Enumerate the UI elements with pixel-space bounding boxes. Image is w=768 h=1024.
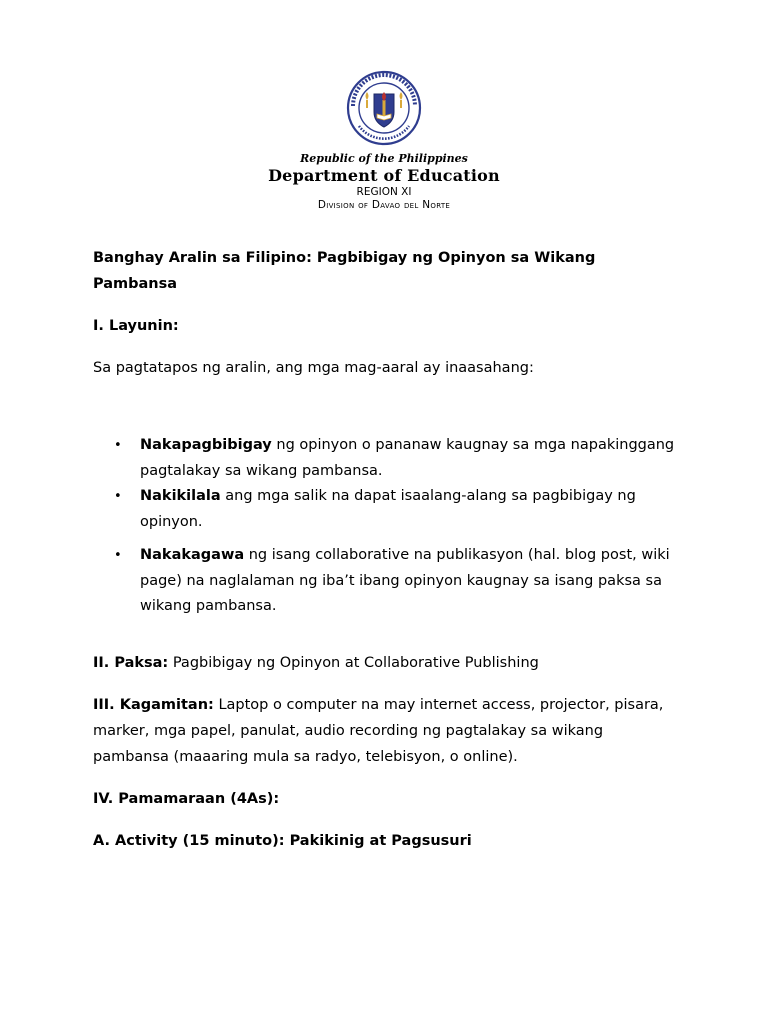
department-name: Department of Education — [268, 166, 500, 185]
region-line: REGION XI — [356, 186, 412, 198]
kagamitan-section — [93, 692, 683, 770]
paksa-section — [93, 650, 683, 676]
kagamitan-text: Laptop o computer na may internet access, projector, pisara, marker, mga papel, panulat, audio recording ng pagtalakay sa wikang pambansa (maaaring mula sa radyo, telebisyon, o online). — [93, 696, 664, 765]
pamamaraan-heading: IV. Pamamaraan (4As): — [93, 790, 280, 807]
list-item — [93, 433, 683, 484]
kagamitan-label: III. Kagamitan: — [93, 696, 214, 713]
list-item — [93, 543, 683, 620]
layunin-heading: I. Layunin: — [93, 318, 179, 334]
document-title: Banghay Aralin sa Filipino: Pagbibigay ng Opinyon sa Wikang Pambansa — [93, 250, 596, 292]
objective-text: ang mga salik na dapat isaalang-alang sa pagbibigay ng opinyon. — [140, 488, 636, 530]
deped-seal-logo — [331, 70, 437, 146]
objective-text: ng opinyon o pananaw kaugnay sa mga napakinggang pagtalakay sa wikang pambansa. — [140, 437, 675, 479]
objective-text: ng isang collaborative na publikasyon (hal. blog post, wiki page) na naglalaman ng iba’t ibang opinyon kaugnay sa isang paksa sa wikang pambansa. — [140, 547, 670, 614]
objective-lead: Nakikilala — [140, 488, 221, 504]
objective-lead: Nakakagawa — [140, 547, 245, 563]
list-item — [93, 484, 683, 535]
division-line: Division of Davao del Norte — [317, 199, 451, 211]
objective-lead: Nakapagbibigay — [140, 437, 272, 453]
bullet-icon: • — [114, 489, 122, 504]
lesson-plan-body — [93, 245, 683, 854]
paksa-text: Pagbibigay ng Opinyon at Collaborative Publishing — [168, 654, 539, 671]
objectives-list — [93, 433, 683, 620]
activity-heading: A. Activity (15 minuto): Pakikinig at Pagsusuri — [93, 832, 472, 849]
bullet-icon: • — [114, 548, 122, 563]
bullet-icon: • — [114, 438, 122, 453]
layunin-intro: Sa pagtatapos ng aralin, ang mga mag-aaral ay inaasahang: — [93, 360, 534, 376]
letterhead — [0, 70, 768, 212]
paksa-label: II. Paksa: — [93, 654, 169, 671]
republic-line: Republic of the Philippines — [300, 152, 468, 165]
